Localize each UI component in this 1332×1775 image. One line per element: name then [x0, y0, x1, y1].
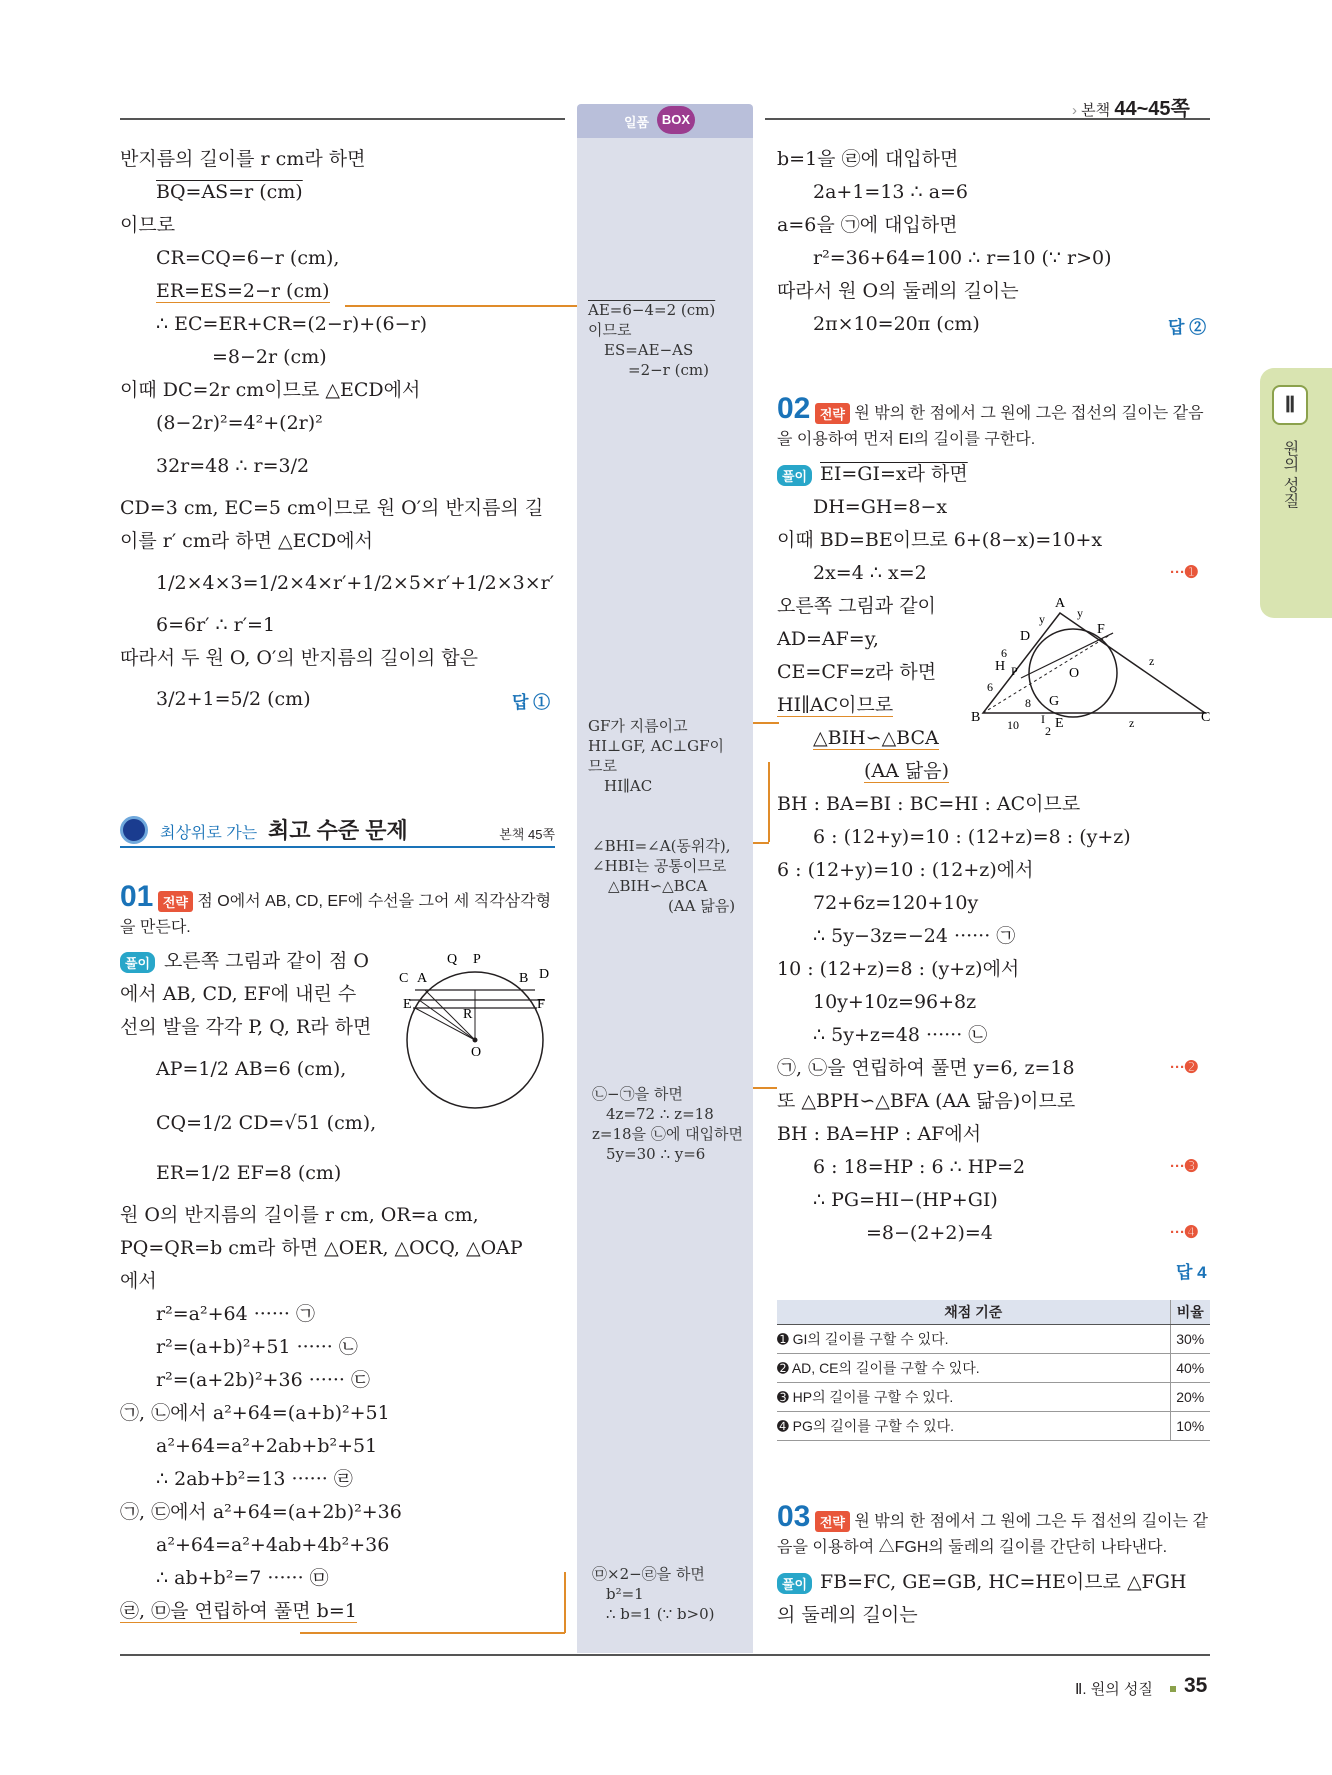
- q02-l16: 10y+10z=96+8z: [813, 991, 977, 1013]
- q02-fig-label: I: [1041, 712, 1045, 726]
- q01-l11: r²=(a+2b)²+36 ······ ㉢: [156, 1369, 370, 1391]
- q03-header: 03 전략 원 밖의 한 점에서 그 원에 그은 두 접선의 길이는 같음을 이용하여 △FGH의 둘레의 길이를 간단히 나타낸다.: [777, 1500, 1208, 1556]
- answer-badge-1: 답 ①: [512, 693, 551, 712]
- q02-l13: 72+6z=120+10y: [813, 892, 979, 914]
- leader-line-3b: [768, 762, 770, 842]
- q02-fig-label: A: [1055, 596, 1066, 611]
- q01-fig-label: F: [537, 997, 545, 1012]
- rt-5: 2π×10=20π (cm): [813, 313, 980, 335]
- q02-l19: 또 △BPH∽△BFA (AA 닮음)이므로: [777, 1090, 1076, 1112]
- q01-l3: AP=1/2 AB=6 (cm),: [156, 1058, 347, 1080]
- table-row: ➋ AD, CE의 길이를 구할 수 있다. 40%: [777, 1353, 1210, 1382]
- q02-l11: 6 : (12+y)=10 : (12+z)=8 : (y+z): [813, 826, 1131, 848]
- q01-fig-label: R: [463, 1007, 473, 1022]
- rt-2: a=6을 ㉠에 대입하면: [777, 214, 958, 236]
- box-label: 일품: [624, 115, 650, 130]
- q01-fig-label: O: [471, 1045, 482, 1060]
- q03-l0: FB=FC, GE=GB, HC=HE이므로 △FGH: [820, 1571, 1187, 1593]
- leader-line-4: [753, 1087, 777, 1089]
- q01-l17: ∴ ab+b²=7 ······ ㉤: [156, 1567, 329, 1589]
- q01-fig-label: A: [417, 971, 428, 986]
- lt-2: 이므로: [120, 214, 176, 236]
- grading-head-ratio: 비율: [1170, 1300, 1210, 1324]
- lt-3: CR=CQ=6−r (cm),: [156, 247, 340, 269]
- footer-chapter: Ⅱ. 원의 성질: [1075, 1681, 1153, 1698]
- q02-l15: 10 : (12+z)=8 : (y+z)에서: [777, 958, 1020, 980]
- rt-0: b=1을 ㉣에 대입하면: [777, 148, 959, 170]
- q02-l2: 이때 BD=BE이므로 6+(8−x)=10+x: [777, 529, 1103, 551]
- q01-fig-label: E: [403, 997, 412, 1012]
- q01-l16: a²+64=a²+4ab+4b²+36: [156, 1534, 390, 1556]
- q02-fig-label: z: [1129, 716, 1135, 730]
- lt-11: 이를 r′ cm라 하면 △ECD에서: [120, 530, 373, 552]
- q01-l12: ㉠, ㉡에서 a²+64=(a+b)²+51: [120, 1402, 390, 1424]
- side-note-4: ㉡−㉠을 하면 4z=72 ∴ z=18 z=18을 ㉡에 대입하면 5y=30 ∴ y=6: [592, 1085, 744, 1163]
- q02-fig-label: F: [1097, 622, 1105, 637]
- q02-l8: △BIH∽△BCA: [813, 727, 939, 749]
- q02-fig-label: O: [1069, 666, 1080, 681]
- q01-l6: 원 O의 반지름의 길이를 r cm, OR=a cm,: [120, 1204, 479, 1226]
- lt-15: 3/2+1=5/2 (cm): [156, 688, 311, 710]
- q01-circle-figure: [395, 950, 565, 1120]
- q02-fig-label: 6: [987, 680, 993, 694]
- q01-l5: ER=1/2 EF=8 (cm): [156, 1162, 342, 1184]
- q02-header: 02 전략 원 밖의 한 점에서 그 원에 그은 접선의 길이는 같음을 이용하여 먼저 EI의 길이를 구한다.: [777, 392, 1204, 448]
- step-marker-2: ···➋: [1170, 1059, 1198, 1076]
- q01-fig-label: P: [473, 952, 481, 967]
- q02-l21: 6 : 18=HP : 6 ∴ HP=2: [813, 1156, 1026, 1178]
- q01-l2: 선의 발을 각각 P, Q, R라 하면: [120, 1016, 372, 1038]
- q01-l10: r²=(a+b)²+51 ······ ㉡: [156, 1336, 358, 1358]
- step-marker-4: ···➍: [1170, 1224, 1198, 1241]
- q02-fig-label: D: [1020, 629, 1031, 644]
- side-note-5: ㉤×2−㉣을 하면 b²=1 ∴ b=1 (∵ b>0): [592, 1565, 715, 1623]
- q02-l4: 오른쪽 그림과 같이: [777, 595, 936, 617]
- q01-l8: 에서: [120, 1270, 157, 1292]
- table-row: ➍ PG의 길이를 구할 수 있다. 10%: [777, 1411, 1210, 1440]
- section-bullet-icon: [120, 816, 148, 844]
- q02-l14: ∴ 5y−3z=−24 ······ ㉠: [813, 925, 1016, 947]
- q02-l9: (AA 닮음): [864, 760, 950, 782]
- lt-13: 6=6r′ ∴ r′=1: [156, 614, 276, 636]
- q01-fig-label: C: [399, 971, 409, 986]
- q02-l1: DH=GH=8−x: [813, 496, 948, 518]
- q01-l0: 오른쪽 그림과 같이 점 O: [164, 950, 369, 972]
- q02-l0: EI=GI=x라 하면: [820, 463, 968, 485]
- lt-4: ER=ES=2−r (cm): [156, 280, 330, 302]
- q02-l10: BH : BA=BI : BC=HI : AC이므로: [777, 793, 1081, 815]
- side-note-3: ∠BHI=∠A(동위각), ∠HBI는 공통이므로 △BIH∽△BCA (AA 닮음): [592, 837, 736, 915]
- q02-l17: ∴ 5y+z=48 ······ ㉡: [813, 1024, 988, 1046]
- chapter-number: Ⅱ: [1272, 385, 1308, 425]
- q01-l14: ∴ 2ab+b²=13 ······ ㉣: [156, 1468, 353, 1490]
- q02-l18: ㉠, ㉡을 연립하여 풀면 y=6, z=18: [777, 1057, 1075, 1079]
- leader-line-1: [345, 305, 577, 307]
- footer-dot: [1170, 1686, 1176, 1692]
- q01-l1: 에서 AB, CD, EF에 내린 수: [120, 983, 357, 1005]
- q02-l3: 2x=4 ∴ x=2: [813, 562, 927, 584]
- q02-fig-label: y: [1039, 612, 1045, 626]
- lt-0: 반지름의 길이를 r cm라 하면: [120, 148, 366, 170]
- lt-8: (8−2r)²=4²+(2r)²: [156, 412, 323, 434]
- lt-7: 이때 DC=2r cm이므로 △ECD에서: [120, 379, 421, 401]
- section-header: 최상위로 가는 최고 수준 문제 본책 45쪽: [120, 812, 555, 848]
- rt-1: 2a+1=13 ∴ a=6: [813, 181, 969, 203]
- q02-l5: AD=AF=y,: [777, 628, 879, 650]
- lt-10: CD=3 cm, EC=5 cm이므로 원 O′의 반지름의 길: [120, 497, 544, 519]
- q02-fig-label: P: [1011, 664, 1018, 678]
- answer-badge-2: 답 ②: [1168, 318, 1207, 337]
- lt-1: BQ=AS=r (cm): [156, 181, 303, 203]
- q02-l23: =8−(2+2)=4: [866, 1222, 993, 1244]
- q03-l1: 의 둘레의 길이는: [777, 1604, 918, 1626]
- answer-badge-3: 답 4: [1176, 1263, 1207, 1282]
- q02-l6: CE=CF=z라 하면: [777, 661, 937, 683]
- lt-9: 32r=48 ∴ r=3/2: [156, 455, 310, 477]
- side-note-1: AE=6−4=2 (cm) 이므로 ES=AE−AS =2−r (cm): [588, 301, 716, 379]
- q02-l20: BH : BA=HP : AF에서: [777, 1123, 982, 1145]
- lt-14: 따라서 두 원 O, O′의 반지름의 길이의 합은: [120, 647, 478, 669]
- q02-fig-label: E: [1055, 716, 1064, 731]
- q02-fig-label: 8: [1025, 696, 1031, 710]
- q02-fig-label: 10: [1007, 718, 1019, 732]
- box-badge: BOX: [657, 106, 695, 134]
- q02-fig-label: H: [995, 659, 1006, 674]
- q02-triangle-figure: [965, 595, 1215, 735]
- q01-sol-badge: 풀이: [120, 952, 155, 973]
- q02-fig-label: y: [1077, 606, 1083, 620]
- leader-line-5: [300, 1632, 565, 1634]
- step-marker-3: ···➌: [1170, 1158, 1198, 1175]
- q02-fig-label: B: [971, 710, 981, 725]
- leader-line-5b: [564, 1572, 566, 1633]
- rt-3: r²=36+64=100 ∴ r=10 (∵ r>0): [813, 247, 1112, 269]
- q03-sol-badge: 풀이: [777, 1573, 812, 1594]
- q01-fig-label: D: [539, 967, 550, 982]
- q01-l15: ㉠, ㉢에서 a²+64=(a+2b)²+36: [120, 1501, 402, 1523]
- q01-l4: CQ=1/2 CD=√51 (cm),: [156, 1112, 377, 1134]
- rt-4: 따라서 원 O의 둘레의 길이는: [777, 280, 1019, 302]
- q01-l9: r²=a²+64 ······ ㉠: [156, 1303, 315, 1325]
- q01-l7: PQ=QR=b cm라 하면 △OER, △OCQ, △OAP: [120, 1237, 523, 1259]
- chevron-right-icon: ›: [1072, 102, 1077, 119]
- chapter-label: 원의 성질: [1281, 440, 1298, 509]
- step-marker-1: ···➊: [1170, 564, 1198, 581]
- lt-12: 1/2×4×3=1/2×4×r′+1/2×5×r′+1/2×3×r′: [156, 572, 555, 594]
- q02-sol-badge: 풀이: [777, 465, 812, 486]
- q01-fig-label: B: [519, 971, 529, 986]
- grading-table: [777, 1300, 1210, 1441]
- leader-line-2: [753, 722, 779, 724]
- table-row: ➊ GI의 길이를 구할 수 있다. 30%: [777, 1324, 1210, 1353]
- page-ref: › 본책 44~45쪽: [1072, 98, 1190, 120]
- page-number: 35: [1184, 1674, 1208, 1697]
- q02-fig-label: 2: [1045, 724, 1051, 735]
- q02-fig-label: G: [1049, 694, 1060, 709]
- table-row: ➌ HP의 길이를 구할 수 있다. 20%: [777, 1382, 1210, 1411]
- header-rule-left: [120, 118, 565, 120]
- leader-line-3: [753, 842, 769, 844]
- q02-fig-label: z: [1149, 654, 1155, 668]
- side-note-2: GF가 지름이고 HI⊥GF, AC⊥GF이 므로 HI∥AC: [588, 717, 724, 795]
- q01-l18: ㉣, ㉤을 연립하여 풀면 b=1: [120, 1600, 357, 1622]
- q02-fig-label: 6: [1001, 646, 1007, 660]
- lt-5: ∴ EC=ER+CR=(2−r)+(6−r): [156, 313, 428, 335]
- q01-header: 01 전략 점 O에서 AB, CD, EF에 수선을 그어 세 직각삼각형을 만든다.: [120, 880, 552, 936]
- grading-head-criteria: 채점 기준: [777, 1300, 1170, 1324]
- lt-6: =8−2r (cm): [212, 346, 327, 368]
- q02-l7: HI∥AC이므로: [777, 694, 894, 716]
- q01-l13: a²+64=a²+2ab+b²+51: [156, 1435, 378, 1457]
- q02-fig-label: C: [1201, 710, 1211, 725]
- q02-l12: 6 : (12+y)=10 : (12+z)에서: [777, 859, 1034, 881]
- q01-fig-label: Q: [447, 952, 458, 967]
- footer-rule: [120, 1654, 1210, 1656]
- q02-l22: ∴ PG=HI−(HP+GI): [813, 1189, 998, 1211]
